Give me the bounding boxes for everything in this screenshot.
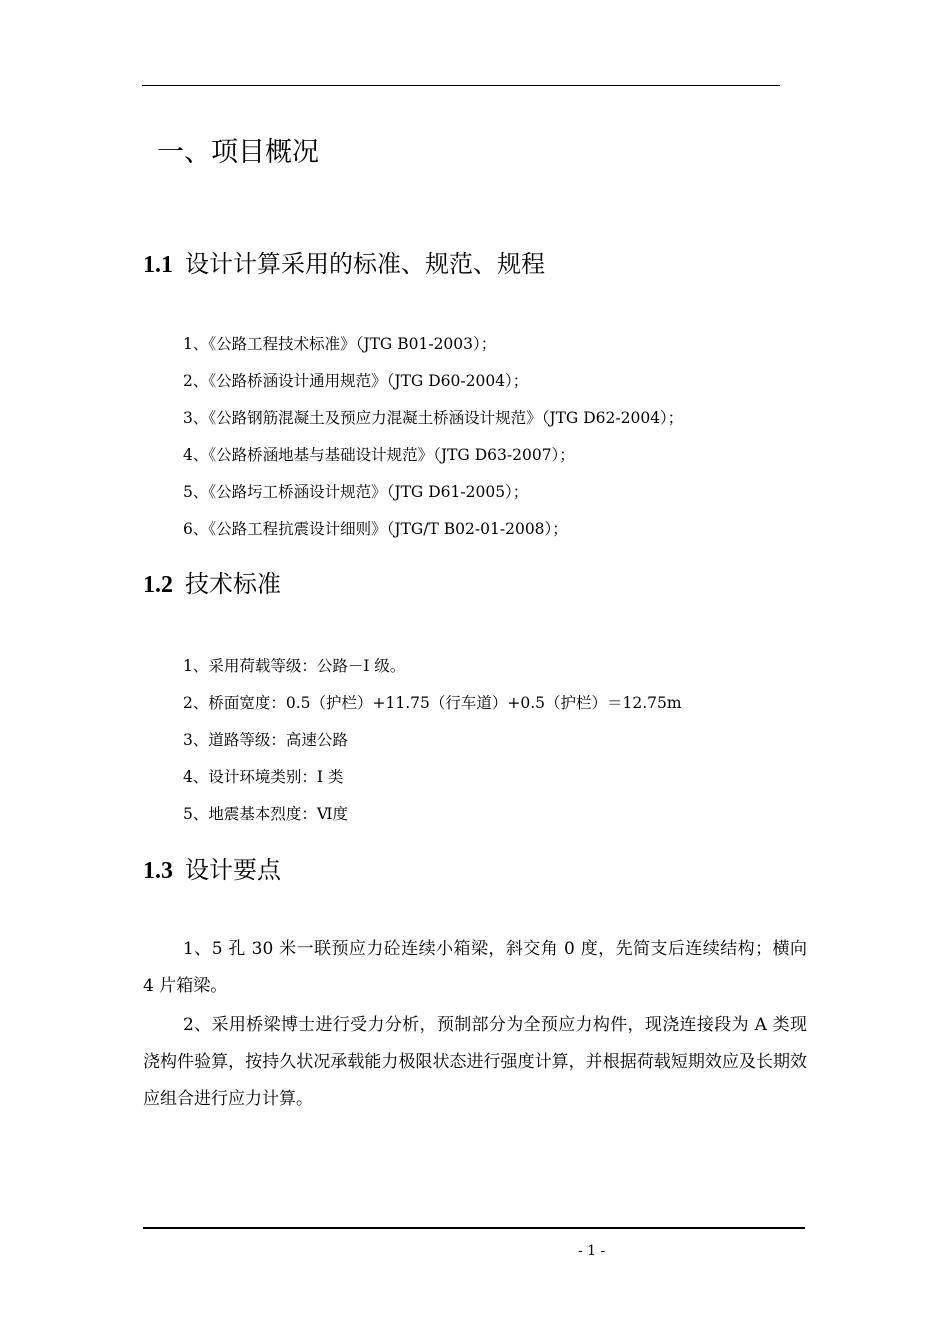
- tech-standard-item: 5、地震基本烈度：Ⅵ度: [183, 805, 348, 823]
- tech-standard-item: 4、设计环境类别：I 类: [183, 768, 344, 786]
- section-number: 1.2: [143, 572, 173, 598]
- design-point-paragraph: 2、采用桥梁博士进行受力分析，预制部分为全预应力构件，现浇连接段为 A 类现浇构件验算，按持久状况承载能力极限状态进行强度计算，并根据荷载短期效应及长期效应组合进行应力计算。: [143, 1015, 807, 1109]
- tech-standard-item: 1、采用荷载等级：公路－I 级。: [183, 657, 406, 675]
- footer-rule: [143, 1227, 805, 1229]
- tech-standard-item: 3、道路等级：高速公路: [183, 731, 348, 749]
- standard-item: 3、《公路钢筋混凝土及预应力混凝土桥涵设计规范》（JTG D62-2004）；: [183, 409, 684, 427]
- section-heading-1-3: [143, 853, 281, 888]
- design-point-paragraph: 1、5 孔 30 米一联预应力砼连续小箱梁，斜交角 0 度，先简支后连续结构；横向 4 片箱梁。: [143, 939, 807, 996]
- standard-item: 2、《公路桥涵设计通用规范》（JTG D60-2004）；: [183, 372, 529, 390]
- standard-item: 6、《公路工程抗震设计细则》（JTG/T B02-01-2008）；: [183, 520, 568, 538]
- section-title-text: 技术标准: [185, 570, 281, 598]
- section-title-text: 设计计算采用的标准、规范、规程: [185, 250, 545, 278]
- standard-item: 4、《公路桥涵地基与基础设计规范》（JTG D63-2007）；: [183, 446, 575, 464]
- standard-item: 1、《公路工程技术标准》（JTG B01-2003）；: [183, 335, 497, 353]
- chapter-title: 一、项目概况: [157, 137, 319, 168]
- section-number: 1.1: [143, 252, 173, 278]
- section-heading-1-2: [143, 567, 281, 602]
- section-heading-1-1: [143, 247, 545, 282]
- standard-item: 5、《公路圬工桥涵设计规范》（JTG D61-2005）；: [183, 483, 529, 501]
- page-number: - 1 -: [578, 1243, 606, 1259]
- tech-standard-item: 2、桥面宽度：0.5（护栏）+11.75（行车道）+0.5（护栏）＝12.75m: [183, 694, 682, 712]
- section-number: 1.3: [143, 858, 173, 884]
- section-title-text: 设计要点: [185, 856, 281, 884]
- header-rule: [142, 85, 780, 86]
